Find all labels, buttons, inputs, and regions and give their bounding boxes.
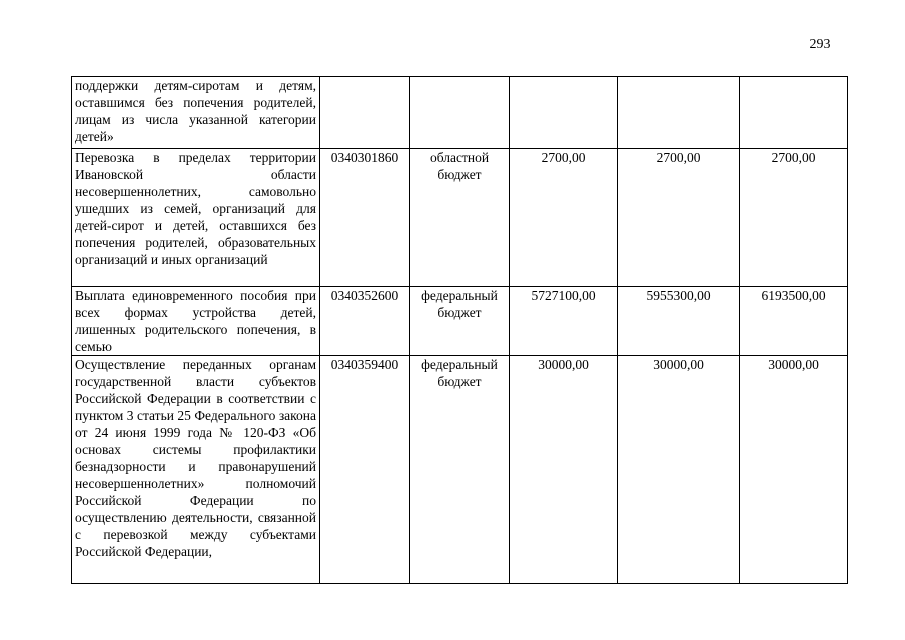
table-row [72,77,848,149]
row-code: 0340301860 [320,149,410,287]
row-description: Выплата единовременного пособия при всех формах устройства детей, лишенных родительского попечения, в семью [72,287,320,356]
row-value-year-1: 30000,00 [510,356,618,584]
row-code: 0340352600 [320,287,410,356]
row-value-year-1 [510,77,618,149]
row-description: поддержки детям-сиротам и детям, оставшимся без попечения родителей, лицам из числа указанной категории детей» [72,77,320,149]
row-value-year-2: 2700,00 [618,149,740,287]
row-value-year-1: 5727100,00 [510,287,618,356]
row-value-year-1: 2700,00 [510,149,618,287]
row-code: 0340359400 [320,356,410,584]
row-value-year-3: 2700,00 [740,149,848,287]
row-description: Перевозка в пределах территории Ивановской области несовершеннолетних, самовольно ушедших из семей, организаций для детей-сирот и детей, оставшихся без попечения родителей, образовательных организаций и иных организаций [72,149,320,287]
row-value-year-3: 6193500,00 [740,287,848,356]
table-row [72,149,848,287]
table-row [72,356,848,584]
row-code [320,77,410,149]
row-funding-source: федеральный бюджет [410,287,510,356]
page-number: 293 [809,37,831,52]
row-funding-source: федеральный бюджет [410,356,510,584]
row-funding-source: областной бюджет [410,149,510,287]
row-value-year-2 [618,77,740,149]
row-funding-source [410,77,510,149]
row-value-year-3: 30000,00 [740,356,848,584]
budget-table [71,76,848,584]
table-row [72,287,848,356]
row-value-year-2: 5955300,00 [618,287,740,356]
row-value-year-2: 30000,00 [618,356,740,584]
row-description: Осуществление переданных органам государственной власти субъектов Российской Федерации в соответствии с пунктом 3 статьи 25 Федерального закона от 24 июня 1999 года № 120-ФЗ «Об основах системы профилактики безнадзорности и правонарушений несовершеннолетних» полномочий Российской Федерации по осуществлению деятельности, связанной с перевозкой между субъектами Российской Федерации, [72,356,320,584]
row-value-year-3 [740,77,848,149]
